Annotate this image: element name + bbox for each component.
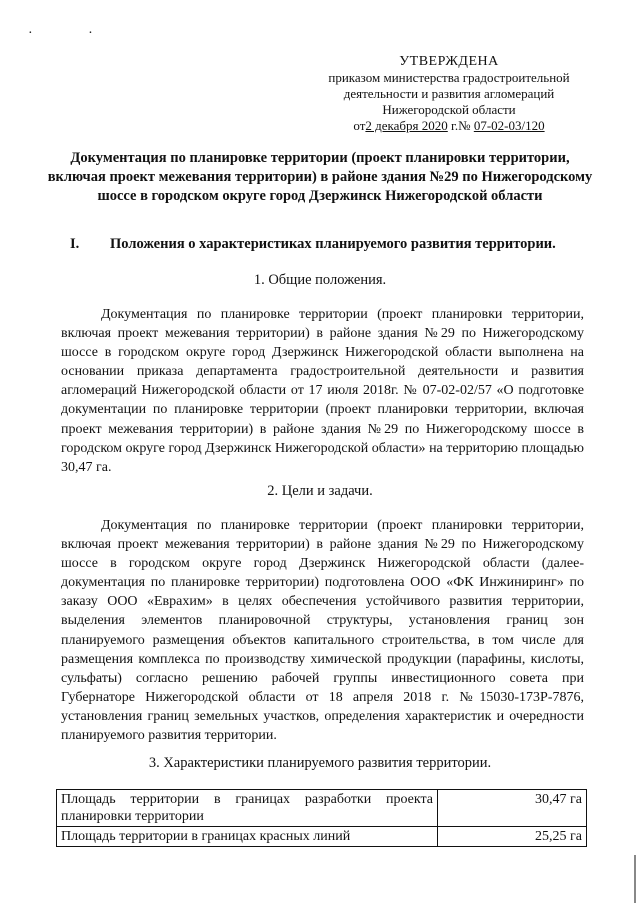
approval-stamp <box>318 54 580 134</box>
subsection-title: 3. Характеристики планируемого развития территории. <box>148 755 492 771</box>
document-title: Документация по планировке территории (проект планировки территории, включая проект межевания территории) в районе здания №29 по Нижегородскому шоссе в городском округе город Дзержинск Нижегородской области <box>47 150 593 204</box>
characteristics-table <box>56 789 587 847</box>
approval-date: 2 декабря 2020 <box>365 118 448 133</box>
approval-date-line <box>318 118 580 134</box>
approval-line: Нижегородской области <box>382 102 516 117</box>
date-prefix: от <box>353 118 366 133</box>
table-row <box>57 790 587 827</box>
paragraph: Документация по планировке территории (проект планировки территории, включая проект межевания территории) в районе здания №29 по Нижегородскому шоссе в городском округе город Дзержинск Нижегородской области выполнена на основании приказа департамента градостроительной деятельности и развития агломераций Нижегородской области от 17 июля 2018г. № 07-02-02/57 «О подготовке документации по планировке территории (проект планировки территории, включая проект межевания территории) в районе здания №29 по Нижегородскому шоссе в городском округе город Дзержинск Нижегородской области» на территорию площадью 30,47 га. <box>61 307 584 475</box>
paragraph: Документация по планировке территории (проект планировки территории, включая проект межевания территории) в районе здания №29 по Нижегородскому шоссе в городском округе город Дзержинск Нижегородской области (далее- документация по планировке территории) подготовлена ООО «ФК Инжиниринг» по заказу ООО «Еврахим» в целях обеспечения устойчивого развития территории, выделения элементов планировочной структуры, установления границ зон планируемого размещения объектов капитального строительства, в том числе для размещения комплекса по производству химической продукции (парафины, кислоты, сульфаты) согласно решению рабочей группы инвестиционного совета при Губернаторе Нижегородской области от 18 апреля 2018 г. №15030-173Р-7876, установления границ земельных участков, определения характеристик и очередности планируемого развития территории. <box>61 518 584 744</box>
approval-number: 07-02-03/120 <box>473 118 545 133</box>
subsection-title: 1. Общие положения. <box>253 272 387 288</box>
subsection-title: 2. Цели и задачи. <box>267 483 373 499</box>
table-row <box>57 827 587 847</box>
section-heading <box>70 236 590 253</box>
table-cell-label: Площадь территории в границах разработки проекта планировки территории <box>57 790 438 827</box>
scan-marks: · · <box>28 26 119 41</box>
section-number: I. <box>70 236 80 252</box>
approval-line: приказом министерства градостроительной <box>328 70 570 85</box>
table-cell-label: Площадь территории в границах красных линий <box>57 827 438 847</box>
table-cell-value: 25,25 га <box>438 827 587 847</box>
section-title: Положения о характеристиках планируемого развития территории. <box>110 236 556 252</box>
table-cell-value: 30,47 га <box>438 790 587 827</box>
approval-heading: УТВЕРЖДЕНА <box>399 54 499 69</box>
number-prefix: г.№ <box>451 118 471 133</box>
scan-edge-mark <box>634 855 636 903</box>
approval-line: деятельности и развития агломераций <box>343 86 555 101</box>
